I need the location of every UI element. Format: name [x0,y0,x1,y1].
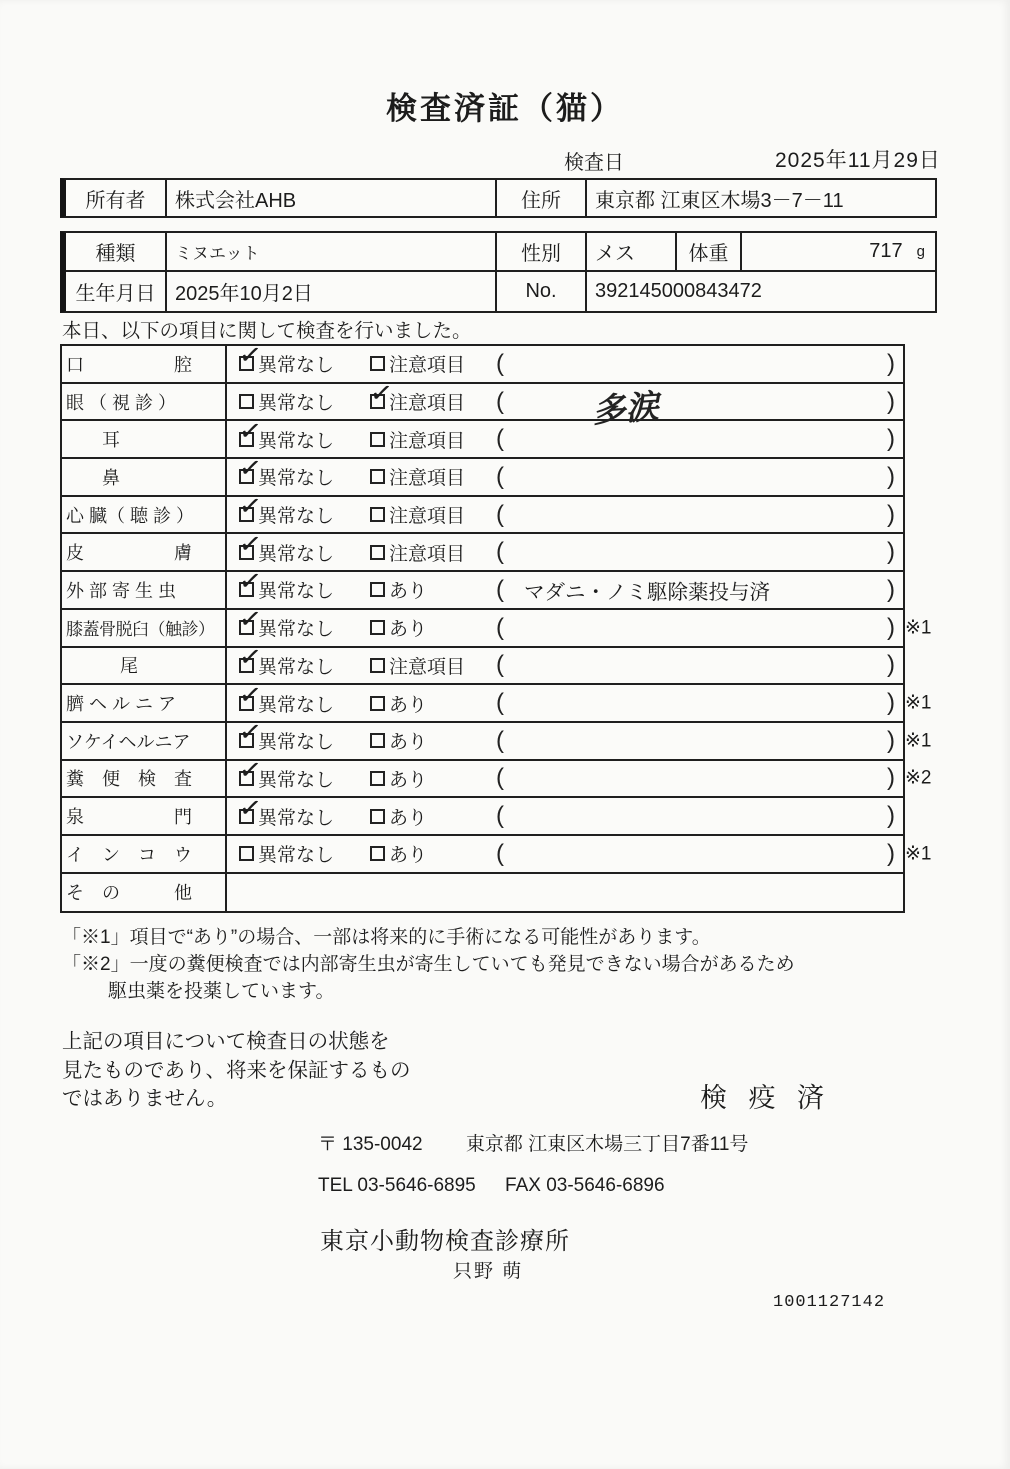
checkbox-attention [368,376,492,415]
inspection-row-nose [62,451,903,497]
checkbox-attention [370,614,492,641]
paren-close: ) [887,689,895,717]
result-parenthesis [492,727,903,755]
inspection-row-body [227,678,903,721]
owner-table [60,178,937,218]
inspection-row-other [62,874,903,912]
footnote-marker: ※1 [905,692,932,714]
document-title: 検査済証（猫） [386,91,624,126]
checkbox-icon [370,771,385,786]
clinic-name: 東京小動物検査診療所 [320,1228,570,1255]
inspection-item-label: ソケイヘルニア [62,723,227,759]
weight-value-cell [742,233,935,272]
paren-close: ) [887,764,895,792]
checkbox-icon [237,753,264,787]
inspection-row-heart [62,489,903,535]
paren-close: ) [887,349,895,377]
inspection-row-body [227,527,903,570]
result-parenthesis [492,840,903,868]
paren-close: ) [887,425,895,453]
inspection-row-body [227,376,903,430]
clinic-fax: FAX 03-5646-6896 [505,1175,665,1196]
checkbox-label: 異常なし [258,769,335,791]
inspection-item-label: 皮 膚 [62,534,227,570]
inspection-date-value: 2025年11月29日 [775,149,941,172]
birthdate-value: 2025年10月2日 [167,272,497,311]
disclaimer-text [62,1028,411,1114]
veterinarian-name: 只野 萌 [453,1261,524,1282]
checkbox-no-abnormality [237,338,370,377]
paren-close: ) [887,802,895,830]
inspection-item-label: 尾 [62,648,227,684]
result-text: マダニ・ノミ駆除薬投与済 [524,580,770,604]
check-mark-icon: ✓ [237,602,264,636]
breed-value: ミヌエット [167,233,497,272]
inspection-row-body [227,489,903,533]
clinic-tel: TEL 03-5646-6895 [318,1175,476,1196]
checkbox-icon [237,678,264,711]
disclaimer-line-2: 見たものであり、将来を保証するもの [62,1058,411,1082]
paren-close: ) [887,651,895,679]
checkbox-attention [370,840,492,867]
checkbox-attention [370,501,492,528]
paren-close: ) [887,613,895,641]
checkbox-label: あり [389,807,428,829]
result-parenthesis [492,689,903,717]
checkbox-icon [237,791,264,825]
checkbox-icon [370,507,385,522]
checkbox-label: 注意項目 [389,430,466,452]
checkbox-no-abnormality [237,414,370,453]
checkbox-attention [370,463,492,490]
inspection-item-label: 糞 便 検 査 [62,761,227,797]
footnote-marker: ※1 [905,843,932,865]
checkbox-label: 異常なし [258,468,335,490]
checkbox-label: あり [389,845,428,867]
checkbox-attention [370,690,492,717]
paren-close: ) [887,462,895,490]
check-mark-icon: ✓ [237,715,264,749]
check-mark-icon: ✓ [237,414,264,448]
check-mark-icon: ✓ [368,376,395,410]
weight-value: 717 [869,240,903,262]
checkbox-icon [370,545,385,560]
checkbox-icon [370,696,385,711]
checkbox-attention [370,426,492,453]
checkbox-no-abnormality [239,388,370,415]
checkbox-icon [370,582,385,597]
checkbox-no-abnormality [237,678,370,717]
inspection-row-body [227,565,903,608]
checkbox-attention [370,350,492,377]
sex-value: メス [587,233,677,272]
disclaimer-line-1: 上記の項目について検査日の状態を [62,1030,390,1053]
checkbox-label: 異常なし [258,581,335,603]
inspection-row-body [227,715,903,759]
inspection-row-body [227,791,903,834]
checkbox-label: あり [389,769,428,791]
result-parenthesis [492,802,903,830]
inspection-row-body [227,753,903,797]
checkbox-icon [370,733,385,748]
checkbox-icon [370,620,385,635]
checkbox-label: 異常なし [258,619,335,641]
inspection-item-label: 耳 [62,421,227,457]
footnote-marker: ※2 [905,767,932,789]
checkbox-no-abnormality [237,489,370,528]
inspection-row-body [227,414,903,457]
result-parenthesis [492,463,903,491]
serial-number: 1001127142 [773,1293,886,1312]
checkbox-label: 異常なし [258,807,335,829]
inspection-row-eyes [62,376,903,430]
inspection-row-umbilical-hernia [62,678,932,723]
checkbox-icon [239,846,254,861]
footnote-1: 「※1」項目で“あり”の場合、一部は将来的に手術になる可能性があります。 [62,927,711,948]
checkbox-attention [370,727,492,754]
footnote-marker: ※1 [905,730,932,752]
paren-open: ( [496,726,504,754]
checkbox-icon [237,489,264,523]
result-text: 多涙 [591,387,660,430]
checkbox-label: 異常なし [258,430,335,452]
checkbox-icon [370,846,385,861]
checkbox-label: 異常なし [258,694,335,716]
footnote-2: 「※2」一度の糞便検査では内部寄生虫が寄生していても発見できない場合があるため [62,954,795,975]
checkbox-no-abnormality [237,753,370,792]
result-parenthesis [492,378,903,430]
quarantine-passed-stamp: 検 疫 済 [700,1083,832,1113]
result-parenthesis [492,538,903,566]
paren-open: ( [496,651,504,679]
checkbox-label: あり [389,694,428,716]
clinic-address-line [318,1129,748,1156]
checkbox-icon [237,414,264,448]
checkbox-attention [370,539,492,566]
inspection-item-label: 鼻 [62,459,227,495]
inspection-row-patella [62,602,932,648]
inspection-item-label: そ の 他 [62,874,227,912]
birthdate-label: 生年月日 [66,272,167,311]
inspection-table [60,338,932,913]
paren-close: ) [887,538,895,566]
checkbox-label: 異常なし [258,732,335,754]
paren-close: ) [887,387,895,415]
footnote-2-continued: 駆虫薬を投薬しています。 [108,981,335,1002]
inspection-row-skin [62,527,903,572]
footnote-marker: ※1 [905,617,932,639]
check-mark-icon: ✓ [237,338,264,372]
check-mark-icon: ✓ [237,527,264,561]
inspection-row-ears [62,414,903,459]
inspection-item-label: 臍 ヘ ル ニ ア [62,685,227,721]
paren-open: ( [496,764,504,792]
paren-open: ( [496,802,504,830]
paren-open: ( [496,689,504,717]
result-parenthesis [492,425,903,453]
inspection-item-label: 膝蓋骨脱臼（触診） [62,610,227,646]
checkbox-attention [370,652,492,679]
checkbox-icon [370,658,385,673]
checkbox-icon [370,432,385,447]
inspection-item-label: 口 腔 [62,346,227,382]
inspection-item-label: イ ン コ ウ [62,836,227,872]
checkbox-label: 注意項目 [389,393,466,415]
checkbox-label: 注意項目 [389,543,466,565]
inspection-date-label: 検査日 [564,152,624,174]
check-mark-icon: ✓ [237,640,264,674]
checkbox-label: 異常なし [258,393,335,415]
clinic-address: 東京都 江東区木場三丁目7番11号 [465,1134,749,1155]
checkbox-no-abnormality [237,565,370,603]
inspection-row-tail [62,640,903,686]
checkbox-label: 異常なし [258,845,335,867]
inspection-item-label: 外 部 寄 生 虫 [62,572,227,608]
footnotes [62,924,795,1005]
checkbox-icon [237,338,264,372]
inspection-row-inguinal-hernia [62,715,932,761]
inspection-row-fontanelle [62,791,903,836]
owner-value: 株式会社AHB [167,180,497,216]
check-mark-icon: ✓ [237,678,264,711]
paren-open: ( [496,538,504,566]
breed-label: 種類 [66,233,167,272]
paren-close: ) [887,500,895,528]
check-mark-icon: ✓ [237,489,264,523]
disclaimer-line-3: ではありません。 [62,1087,228,1110]
check-mark-icon: ✓ [237,753,264,787]
check-mark-icon: ✓ [237,451,264,485]
paren-open: ( [496,575,504,603]
animal-table [60,231,937,313]
checkbox-attention [370,765,492,792]
paren-open: ( [496,425,504,453]
inspection-item-label: 泉 門 [62,798,227,834]
checkbox-no-abnormality [237,451,370,490]
checkbox-label: 異常なし [258,506,335,528]
paren-open: ( [496,500,504,528]
result-parenthesis [492,651,903,679]
checkbox-no-abnormality [237,791,370,830]
result-parenthesis [492,764,903,792]
inspection-row-ectoparasites [62,565,903,610]
checkbox-label: 異常なし [258,656,335,678]
id-number-value: 392145000843472 [595,280,762,302]
address-value: 東京都 江東区木場3－7－11 [595,189,844,212]
checkbox-icon [237,527,264,561]
checkbox-label: あり [389,619,428,641]
inspection-row-body [227,602,903,646]
checkbox-no-abnormality [239,840,370,867]
paren-close: ) [887,726,895,754]
clinic-postal-code: 〒 135-0042 [318,1134,423,1155]
checkbox-icon [237,451,264,485]
inspection-row-body [227,451,903,495]
checkbox-icon [370,809,385,824]
checkbox-label: あり [389,581,428,603]
checkbox-icon [237,640,264,674]
inspection-row-body [227,836,903,872]
checkbox-icon [368,376,395,410]
inspection-row-body [227,640,903,684]
checkbox-icon [370,356,385,371]
checkbox-label: 異常なし [258,543,335,565]
paren-open: ( [496,387,504,415]
result-parenthesis [492,614,903,642]
paren-close: ) [887,575,895,603]
checkbox-label: あり [389,732,428,754]
checkbox-label: 注意項目 [389,468,466,490]
checkbox-no-abnormality [237,715,370,754]
checkbox-label: 注意項目 [389,355,466,377]
checkbox-icon [237,565,264,598]
paren-open: ( [496,613,504,641]
paren-close: ) [887,839,895,867]
inspection-row-fecal [62,753,932,799]
result-parenthesis [492,501,903,529]
checkbox-attention [370,576,492,603]
checkbox-icon [237,602,264,636]
sex-label: 性別 [497,233,587,272]
check-mark-icon: ✓ [237,791,264,825]
weight-unit: g [916,243,925,260]
checkbox-icon [370,469,385,484]
result-parenthesis [492,575,903,605]
paren-open: ( [496,349,504,377]
clinic-contact-line [318,1175,665,1197]
checkbox-label: 異常なし [258,355,335,377]
checkbox-no-abnormality [237,527,370,566]
inspection-item-label: 眼 （ 視 診 ） [62,384,227,420]
address-label: 住所 [497,180,587,216]
checkbox-no-abnormality [237,640,370,679]
checkbox-icon [239,394,254,409]
inspection-row-body [227,874,903,912]
id-number-label: No. [497,272,587,311]
inspection-row-inkou [62,836,932,874]
inspection-item-label: 心 臓（ 聴 診 ） [62,497,227,533]
checkbox-icon [237,715,264,749]
check-mark-icon: ✓ [237,565,264,598]
checkbox-label: 注意項目 [389,656,466,678]
checkbox-no-abnormality [237,602,370,641]
owner-label: 所有者 [66,180,167,216]
paren-open: ( [496,462,504,490]
weight-label: 体重 [677,233,742,272]
paren-open: ( [496,839,504,867]
intro-text: 本日、以下の項目に関して検査を行いました。 [62,320,472,342]
checkbox-label: 注意項目 [389,506,466,528]
checkbox-attention [370,803,492,830]
